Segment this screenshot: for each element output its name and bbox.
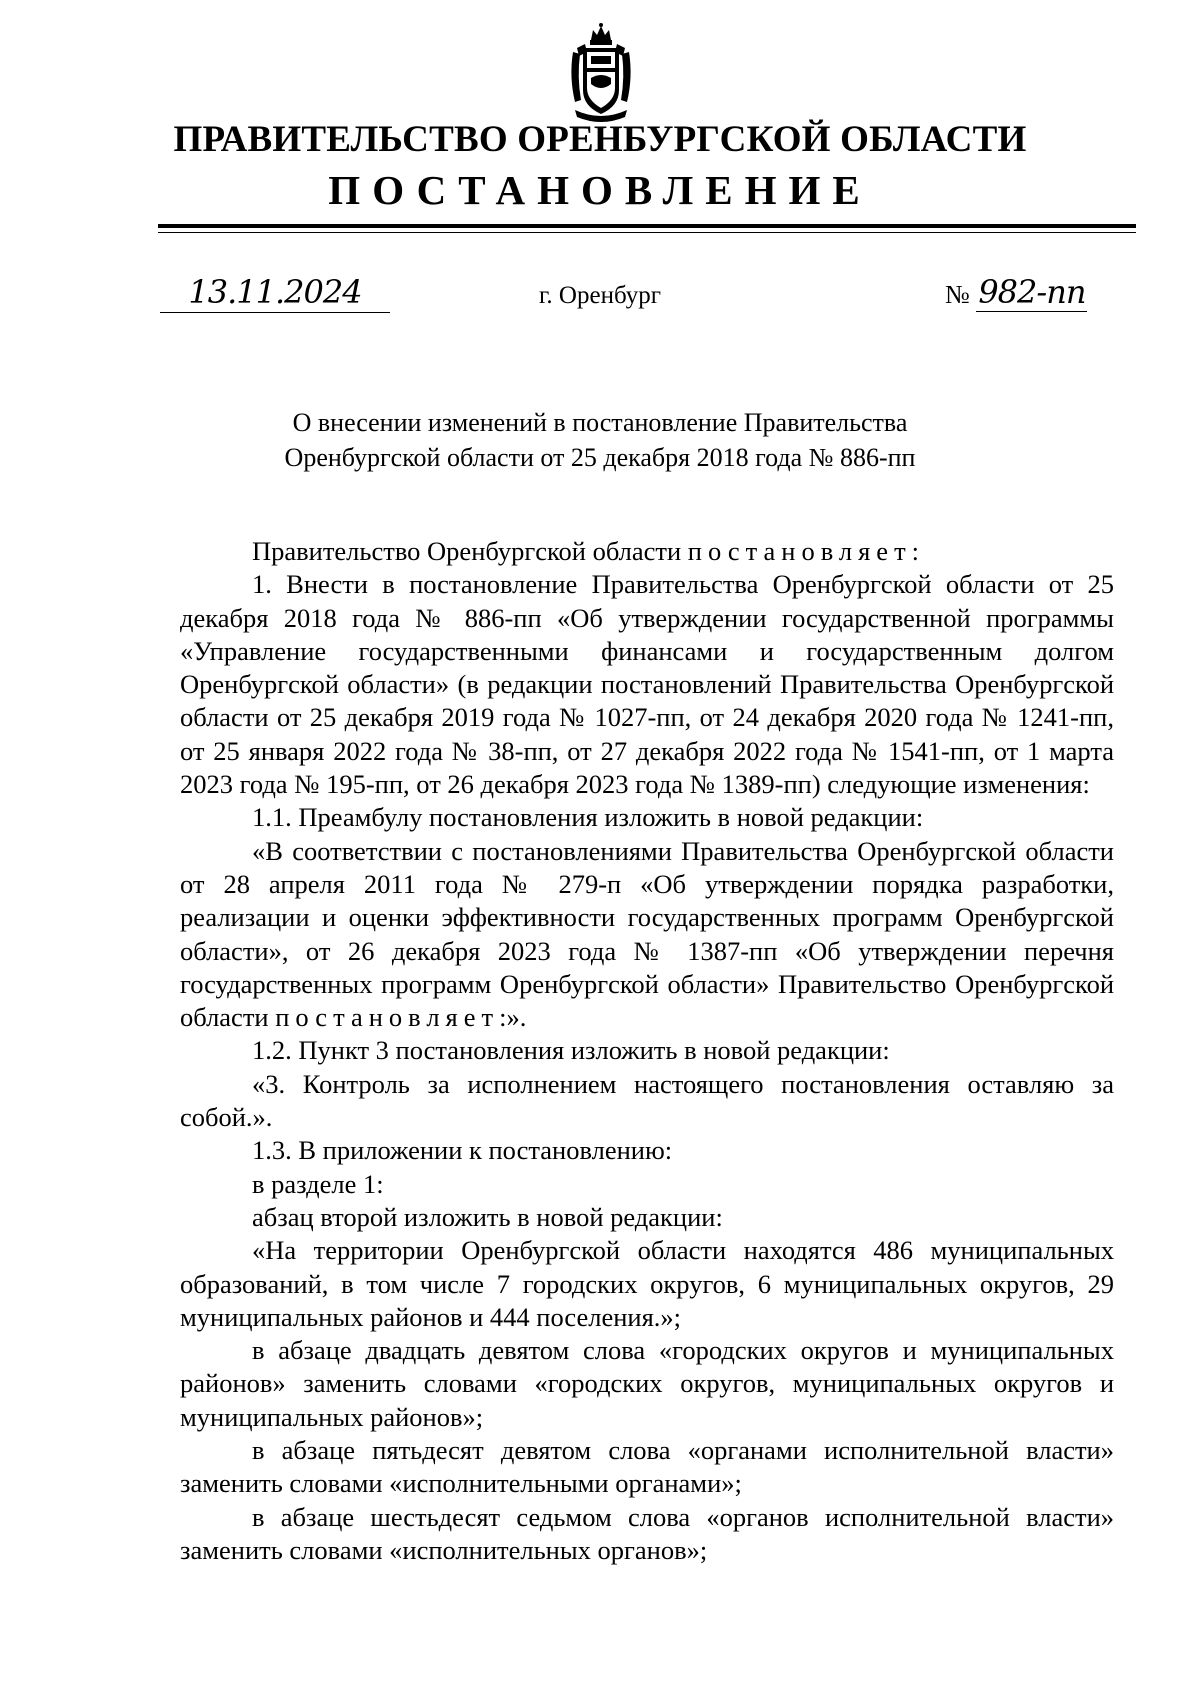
organization-title: ПРАВИТЕЛЬСТВО ОРЕНБУРГСКОЙ ОБЛАСТИ xyxy=(173,119,1027,160)
subject-line-1: О внесении изменений в постановление Правительства xyxy=(292,408,908,437)
quote-end: :». xyxy=(499,1002,527,1033)
header-divider-thin xyxy=(158,232,1136,233)
document-date: 13.11.2024 xyxy=(160,274,390,313)
paragraph-1-3-f: в абзаце шестьдесят седьмом слова «органов исполнительной власти» заменить словами «исполнительных органов»; xyxy=(180,1501,1114,1565)
number-value: 982-пп xyxy=(978,273,1086,311)
intro-prefix: Правительство Оренбургской области xyxy=(252,536,682,566)
coat-of-arms-emblem-icon xyxy=(567,22,635,127)
intro-paragraph xyxy=(180,535,1114,568)
number-prefix: № xyxy=(945,280,970,309)
paragraph-1-3-c: «На территории Оренбургской области находятся 486 муниципальных образований, в том числе 7 городских округов, 6 муниципальных округов, 29 муниципальных районов и 444 поселения.»; xyxy=(180,1235,1114,1332)
subject-line-2: Оренбургской области от 25 декабря 2018 года № 886-пп xyxy=(284,443,916,472)
paragraph-1-1: 1.1. Преамбулу постановления изложить в новой редакции: xyxy=(252,802,924,833)
paragraph-1-3-a: в разделе 1: xyxy=(252,1168,384,1199)
paragraph-1-3-e: в абзаце пятьдесят девятом слова «органами исполнительной власти» заменить словами «исполнительными органами»; xyxy=(180,1435,1114,1499)
quote-spaced-word: постановляет xyxy=(275,1002,500,1033)
intro-spaced-word: постановляет xyxy=(687,536,912,566)
paragraph-1: 1. Внести в постановление Правительства Оренбургской области от 25 декабря 2018 года № 886-пп «Об утверждении государственной программы «Управление государственными финансами и государственным долгом Оренбургской области» (в редакции постановлений Правительства Оренбургской области от 25 декабря 2019 года № 1027-пп, от 24 декабря 2020 года № 1241-пп, от 25 января 2022 года № 38-пп, от 27 декабря 2022 года № 1541-пп, от 1 марта 2023 года № 195-пп, от 26 декабря 2023 года № 1389-пп) следующие изменения: xyxy=(180,569,1114,800)
paragraph-1-1-quote xyxy=(180,835,1114,1035)
paragraph-1-3: 1.3. В приложении к постановлению: xyxy=(252,1135,673,1166)
paragraph-1-3-b: абзац второй изложить в новой редакции: xyxy=(252,1201,723,1232)
document-city: г. Оренбург xyxy=(539,282,661,309)
header-divider-thick xyxy=(158,224,1136,228)
document-body xyxy=(180,535,1114,1567)
paragraph-1-2-quote: «3. Контроль за исполнением настоящего постановления оставляю за собой.». xyxy=(180,1068,1114,1133)
paragraph-1-3-d: в абзаце двадцать девятом слова «городских округов и муниципальных районов» заменить словами «городских округов, муниципальных округов и муниципальных районов»; xyxy=(180,1335,1114,1432)
intro-suffix: : xyxy=(911,536,920,566)
document-number xyxy=(945,274,1087,313)
document-subject xyxy=(0,405,1200,475)
paragraph-1-2: 1.2. Пункт 3 постановления изложить в новой редакции: xyxy=(252,1035,890,1066)
quote-text: «В соответствии с постановлениями Правительства Оренбургской области от 28 апреля 2011 года № 279-п «Об утверждении порядка разработки, реализации и оценки эффективности государственных программ Оренбургской области», от 26 декабря 2023 года № 1387-пп «Об утверждении перечня государственных программ Оренбургской области» Правительство Оренбургской области xyxy=(180,835,1114,1033)
document-type-title: ПОСТАНОВЛЕНИЕ xyxy=(328,167,872,213)
